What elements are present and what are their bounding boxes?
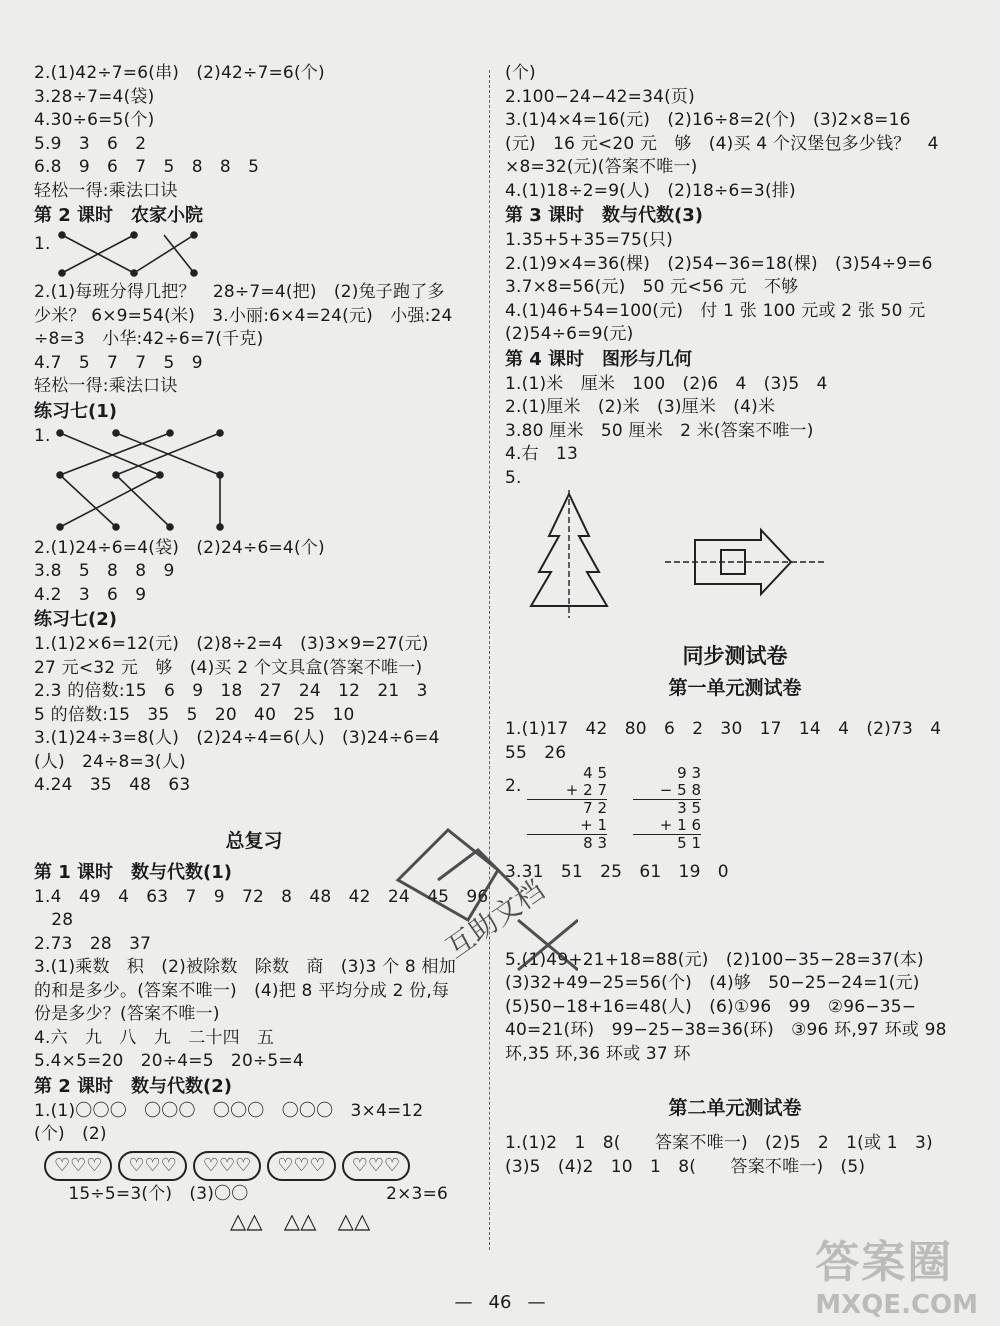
answer-line: 1.(1)米 厘米 100 (2)6 4 (3)5 4 <box>505 373 828 394</box>
vertical-calc-1: 4 5 + 2 7 7 2 + 1 8 3 <box>527 765 607 852</box>
answer-line: 2.73 28 37 <box>34 933 152 954</box>
answer-line: 5.9 3 6 2 <box>34 133 147 154</box>
answer-line: 4.六 九 八 九 二十四 五 <box>34 1027 275 1048</box>
unit2-q1-line-b: (3)5 (4)2 10 1 8( 答案不唯一) (5) <box>505 1156 866 1177</box>
answer-line: 3.(1)乘数 积 (2)被除数 除数 商 (3)3 个 8 相加 <box>34 957 456 977</box>
unit2-test-title: 第二单元测试卷 <box>668 1097 802 1119</box>
answers-block-r3 <box>505 373 965 491</box>
right-column <box>505 62 965 1179</box>
answer-line: 28 <box>34 910 74 930</box>
heart-group: ♡♡♡ <box>193 1151 261 1181</box>
section-heading-farm: 第 2 课时 农家小院 <box>34 205 204 226</box>
answer-line: 5.4×5=20 20÷4=5 20÷5=4 <box>34 1051 304 1071</box>
matching-figure-farm: 1. <box>34 229 474 281</box>
unit1-q1-line-a: 1.(1)17 42 80 6 2 30 17 14 4 (2)73 4 <box>505 719 942 739</box>
heart-group: ♡♡♡ <box>118 1151 186 1181</box>
matching-figure-exercise: 1. <box>34 425 474 537</box>
answer-line: 2.3 的倍数:15 6 9 18 27 24 12 21 3 <box>34 681 428 701</box>
answer-line: 27 元<32 元 够 (4)买 2 个文具盒(答案不唯一) <box>34 657 423 678</box>
sync-test-title: 同步测试卷 <box>682 644 788 668</box>
heart-groups <box>44 1151 474 1181</box>
symmetry-figures <box>505 490 965 620</box>
tree-symmetry-figure <box>527 490 637 620</box>
answers-block-3 <box>34 537 474 608</box>
triangle-groups: △△ △△ △△ <box>230 1209 371 1233</box>
matching-lines-1 <box>48 229 208 281</box>
answer-line: 轻松一得:乘法口诀 <box>34 376 178 396</box>
heart-group: ♡♡♡ <box>342 1151 410 1181</box>
arrow-symmetry-figure <box>665 522 835 602</box>
answer-line: 5. <box>505 467 522 488</box>
answer-line: 的和是多少。(答案不唯一) (4)把 8 平均分成 2 份,每 <box>34 980 450 1001</box>
review2-q1-line-b: (个) (2) <box>34 1124 107 1144</box>
answer-line: 2.(1)24÷6=4(袋) (2)24÷6=4(个) <box>34 537 325 558</box>
matching-lines-2 <box>50 425 250 537</box>
answer-line: (2)54÷6=9(元) <box>505 324 634 344</box>
answer-line: 3.8 5 8 8 9 <box>34 561 175 581</box>
answer-line: 4.(1)46+54=100(元) 付 1 张 100 元或 2 张 50 元 <box>505 300 926 321</box>
answer-line: 2.(1)每班分得几把？ 28÷7=4(把) (2)兔子跑了多 <box>34 282 445 302</box>
heart-group: ♡♡♡ <box>44 1151 112 1181</box>
answer-line: 4.(1)18÷2=9(人) (2)18÷6=3(排) <box>505 180 796 201</box>
answer-line: 2.(1)厘米 (2)米 (3)厘米 (4)米 <box>505 397 776 417</box>
answer-line: 轻松一得:乘法口诀 <box>34 180 178 201</box>
answer-line: 6.8 9 6 7 5 8 8 5 <box>34 157 260 177</box>
answer-line: 3.28÷7=4(袋) <box>34 86 155 107</box>
answer-line: 5.(1)49+21+18=88(元) (2)100−35−28=37(本) <box>505 949 924 970</box>
answers-block-2 <box>34 281 474 399</box>
answer-line: (元) 16 元<20 元 够 (4)买 4 个汉堡包多少钱？ 4 <box>505 133 939 154</box>
unit1-test-title: 第一单元测试卷 <box>668 677 802 699</box>
answers-block-r2 <box>505 229 965 347</box>
answer-line: 2.(1)9×4=36(棵) (2)54−36=18(棵) (3)54÷9=6 <box>505 253 933 274</box>
review2-q1-line-c: 15÷5=3(个) (3)〇〇 2×3=6 <box>34 1183 449 1204</box>
answers-block-r1 <box>505 62 965 203</box>
section-heading-review-2: 第 2 课时 数与代数(2) <box>34 1075 233 1097</box>
review2-q1-line-a: 1.(1)〇〇〇 〇〇〇 〇〇〇 〇〇〇 3×4=12 <box>34 1100 424 1121</box>
review-title: 总复习 <box>225 829 283 852</box>
section-heading-lesson-3: 第 3 课时 数与代数(3) <box>505 205 704 226</box>
answer-line: ÷8=3 小华:42÷6=7(千克) <box>34 329 264 349</box>
answer-line: 3.(1)4×4=16(元) (2)16÷8=2(个) (3)2×8=16 <box>505 110 911 130</box>
answer-line: 4.2 3 6 9 <box>34 584 147 605</box>
answer-line: 3.7×8=56(元) 50 元<56 元 不够 <box>505 277 799 297</box>
answer-line: 2.100−24−42=34(页) <box>505 86 695 107</box>
handwritten-stamp <box>378 810 578 980</box>
page-number: — 46 — <box>454 1292 546 1313</box>
answer-line: 环,35 环,36 环或 37 环 <box>505 1043 691 1064</box>
answer-line: 份是多少？(答案不唯一) <box>34 1004 220 1024</box>
answer-line: (3)32+49−25=56(个) (4)够 50−25−24=1(元) <box>505 973 920 993</box>
answer-line: 4.24 35 48 63 <box>34 775 191 795</box>
section-heading-lesson-4: 第 4 课时 图形与几何 <box>505 348 693 370</box>
answers-block-1 <box>34 62 474 203</box>
section-heading-exercise-7-1: 练习七(1) <box>34 400 117 422</box>
stamp-text: 互助文档 <box>439 873 551 965</box>
left-column <box>34 62 489 1236</box>
section-heading-review-1: 第 1 课时 数与代数(1) <box>34 861 233 883</box>
answer-line: 1.4 49 4 63 7 9 72 8 48 42 24 45 96 <box>34 886 489 907</box>
heart-group: ♡♡♡ <box>267 1151 335 1181</box>
answer-line: 少米？ 6×9=54(米) 3.小丽:6×4=24(元) 小强:24 <box>34 305 453 326</box>
watermark-logo: 答案圈 MXQE.COM <box>815 1237 978 1320</box>
answer-line: 1.35+5+35=75(只) <box>505 230 673 250</box>
column-divider <box>489 70 490 1250</box>
answer-line: 2.(1)42÷7=6(串) (2)42÷7=6(个) <box>34 63 325 83</box>
unit1-q1-line-b: 55 26 <box>505 742 567 763</box>
answer-line: 4.30÷6=5(个) <box>34 110 155 130</box>
answer-line: (5)50−18+16=48(人) (6)①96 99 ②96−35− <box>505 996 917 1017</box>
answer-line: 3.(1)24÷3=8(人) (2)24÷4=6(人) (3)24÷6=4 <box>34 728 440 748</box>
vertical-calc-2: 9 3 − 5 8 3 5 + 1 6 5 1 <box>633 765 701 852</box>
answer-line: 40=21(环) 99−25−38=36(环) ③96 环,97 环或 98 <box>505 1020 947 1040</box>
answer-line: (人) 24÷8=3(人) <box>34 751 186 772</box>
section-heading-exercise-7-2: 练习七(2) <box>34 609 117 630</box>
answers-block-4 <box>34 633 474 798</box>
answer-line: 5 的倍数:15 35 5 20 40 25 10 <box>34 704 355 725</box>
answer-line: 1.(1)2×6=12(元) (2)8÷2=4 (3)3×9=27(元) <box>34 634 429 654</box>
unit1-q3: 3.31 51 25 61 19 0 <box>505 862 729 882</box>
vertical-calculations: 2. 4 5 + 2 7 7 2 + 1 8 3 9 3 − 5 8 3 5 + 1 6 5 1 <box>505 764 701 852</box>
answer-line: ×8=32(元)(答案不唯一) <box>505 157 698 177</box>
unit2-q1-line-a: 1.(1)2 1 8( 答案不唯一) (2)5 2 1(或 1 3) <box>505 1133 933 1153</box>
answer-line: (个) <box>505 63 536 83</box>
answer-line: 3.80 厘米 50 厘米 2 米(答案不唯一) <box>505 420 814 441</box>
answer-line: 4.7 5 7 7 5 9 <box>34 352 203 373</box>
answer-line: 4.右 13 <box>505 444 579 464</box>
